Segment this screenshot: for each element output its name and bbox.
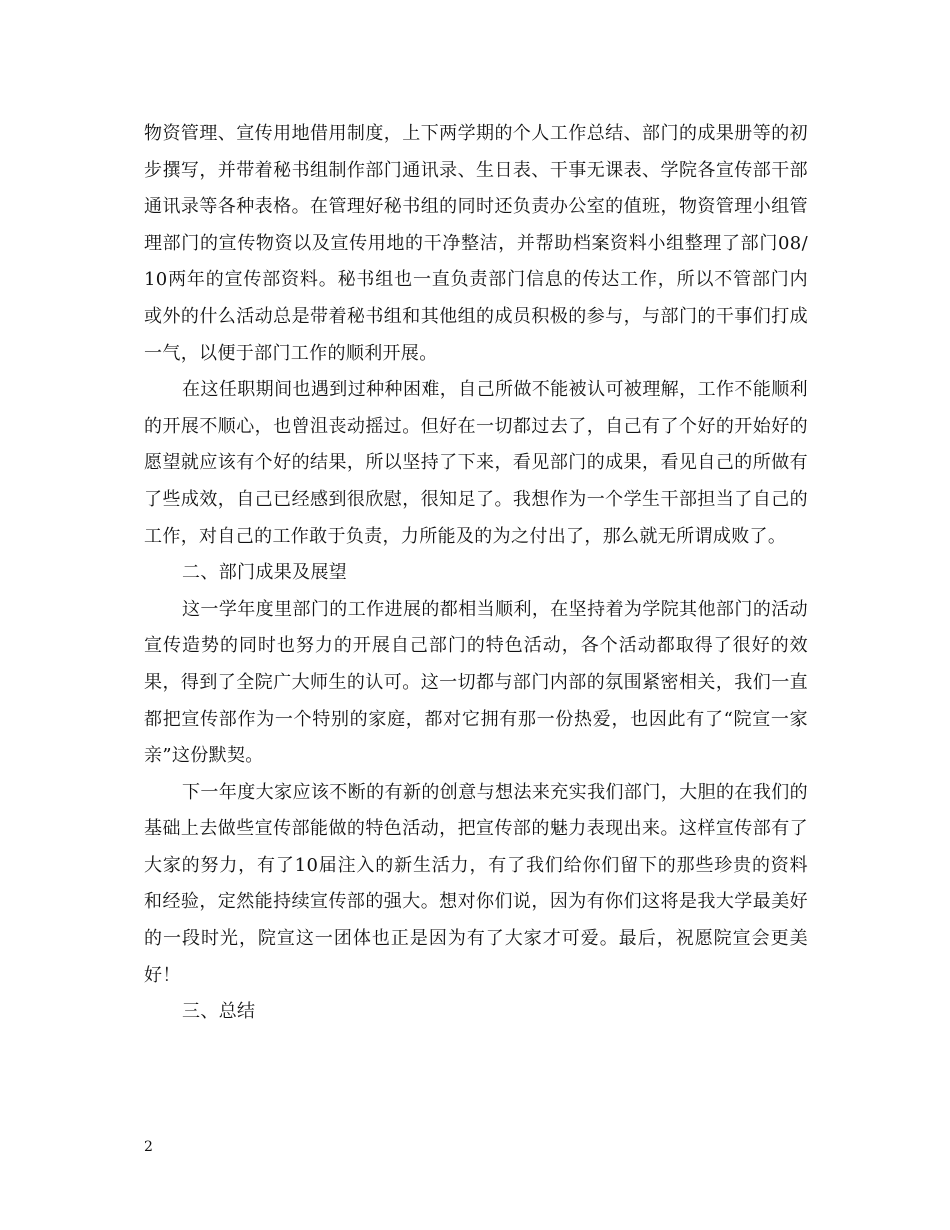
document-body — [144, 116, 808, 1031]
paragraph-outlook: 下一年度大家应该不断的有新的创意与想法来充实我们部门，大胆的在我们的基础上去做些宣传部能做的特色活动，把宣传部的魅力表现出来。这样宣传部有了大家的努力，有了10届注入的新生活力，有了我们给你们留下的那些珍贵的资料和经验，定然能持续宣传部的强大。想对你们说，因为有你们这将是我大学最美好的一段时光，院宣这一团体也正是因为有了大家才可爱。最后，祝愿院宣会更美好！ — [144, 781, 808, 986]
section-heading-summary: 三、总结 — [182, 1001, 256, 1023]
paragraph-difficulties: 在这任职期间也遇到过种种困难，自己所做不能被认可被理解，工作不能顺利的开展不顺心，也曾沮丧动摇过。但好在一切都过去了，自己有了个好的开始好的愿望就应该有个好的结果，所以坚持了下来，看见部门的成果，看见自己的所做有了些成效，自己已经感到很欣慰，很知足了。我想作为一个学生干部担当了自己的工作，对自己的工作敢于负责，力所能及的为之付出了，那么就无所谓成败了。 — [144, 379, 808, 547]
page-number: 2 — [144, 1139, 153, 1155]
section-heading-achievements: 二、部门成果及展望 — [182, 562, 348, 584]
paragraph-achievements: 这一学年度里部门的工作进展的都相当顺利，在坚持着为学院其他部门的活动宣传造势的同时也努力的开展自己部门的特色活动，各个活动都取得了很好的效果，得到了全院广大师生的认可。这一切都与部门内部的氛围紧密相关，我们一直都把宣传部作为一个特别的家庭，都对它拥有那一份热爱，也因此有了“院宣一家亲”这份默契。 — [144, 598, 808, 767]
paragraph-continued: 物资管理、宣传用地借用制度，上下两学期的个人工作总结、部门的成果册等的初步撰写，并带着秘书组制作部门通讯录、生日表、干事无课表、学院各宣传部干部通讯录等各种表格。在管理好秘书组的同时还负责办公室的值班，物资管理小组管理部门的宣传物资以及宣传用地的干净整洁，并帮助档案资料小组整理了部门08/10两年的宣传部资料。秘书组也一直负责部门信息的传达工作，所以不管部门内或外的什么活动总是带着秘书组和其他组的成员积极的参与，与部门的干事们打成一气，以便于部门工作的顺利开展。 — [144, 123, 808, 364]
